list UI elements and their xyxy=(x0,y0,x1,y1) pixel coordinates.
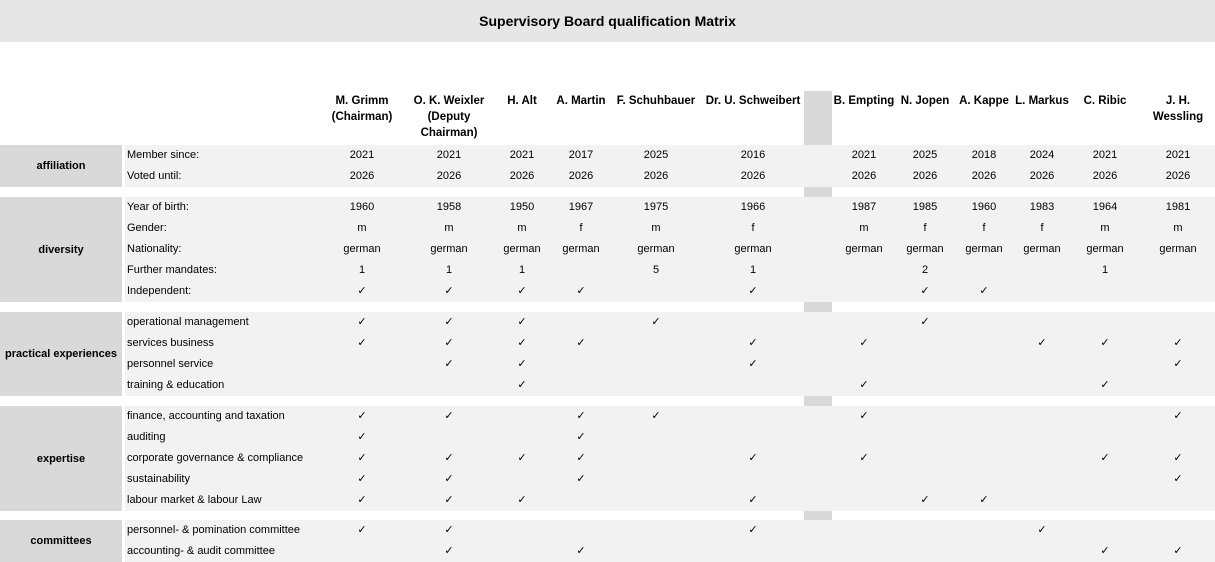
matrix-cell: 1987 xyxy=(851,201,877,213)
check-icon: ✓ xyxy=(517,358,527,370)
check-icon: ✓ xyxy=(576,452,586,464)
check-icon: ✓ xyxy=(748,524,758,536)
check-icon: ✓ xyxy=(1100,379,1110,391)
matrix-cell: 2016 xyxy=(740,149,766,161)
row-label: auditing xyxy=(127,431,166,443)
check-icon: ✓ xyxy=(444,285,454,297)
matrix-cell: 2026 xyxy=(509,170,535,182)
check-icon: ✓ xyxy=(517,379,527,391)
check-icon: ✓ xyxy=(576,545,586,557)
check-icon: ✓ xyxy=(576,431,586,443)
matrix-cell: 2026 xyxy=(971,170,997,182)
check-icon: ✓ xyxy=(748,358,758,370)
section-label: expertise xyxy=(0,406,122,511)
check-icon: ✓ xyxy=(1173,337,1183,349)
check-icon: ✓ xyxy=(357,316,367,328)
check-icon: ✓ xyxy=(1037,337,1047,349)
matrix-cell: 1967 xyxy=(568,201,594,213)
matrix-cell: german xyxy=(965,243,1003,255)
matrix-cell: 1975 xyxy=(643,201,669,213)
check-icon: ✓ xyxy=(1100,337,1110,349)
check-icon: ✓ xyxy=(651,316,661,328)
section-label: diversity xyxy=(0,197,122,302)
matrix-cell: 1960 xyxy=(971,201,997,213)
check-icon: ✓ xyxy=(444,410,454,422)
check-icon: ✓ xyxy=(748,494,758,506)
matrix-cell: 1 xyxy=(1101,264,1109,276)
check-icon: ✓ xyxy=(357,410,367,422)
check-icon: ✓ xyxy=(748,337,758,349)
check-icon: ✓ xyxy=(979,494,989,506)
matrix-cell: f xyxy=(579,222,583,234)
matrix-cell: m xyxy=(357,222,367,234)
row-label: finance, accounting and taxation xyxy=(127,410,285,422)
matrix-cell: 2021 xyxy=(1165,149,1191,161)
matrix-cell: m xyxy=(517,222,527,234)
matrix-cell: german xyxy=(1023,243,1061,255)
matrix-cell: m xyxy=(1173,222,1183,234)
check-icon: ✓ xyxy=(1173,452,1183,464)
matrix-cell: german xyxy=(734,243,772,255)
matrix-cell: german xyxy=(343,243,381,255)
check-icon: ✓ xyxy=(444,337,454,349)
check-icon: ✓ xyxy=(357,452,367,464)
check-icon: ✓ xyxy=(357,431,367,443)
matrix-cell: 2021 xyxy=(1092,149,1118,161)
matrix-cell: 1960 xyxy=(349,201,375,213)
matrix-cell: 2026 xyxy=(436,170,462,182)
row-label: Independent: xyxy=(127,285,192,297)
row-label: accounting- & audit committee xyxy=(127,545,275,557)
check-icon: ✓ xyxy=(1100,452,1110,464)
check-icon: ✓ xyxy=(859,410,869,422)
matrix-cell: 1 xyxy=(358,264,366,276)
member-header: O. K. Weixler (Deputy Chairman) xyxy=(413,95,485,139)
check-icon: ✓ xyxy=(444,545,454,557)
check-icon: ✓ xyxy=(979,285,989,297)
member-header: B. Empting xyxy=(833,95,895,107)
check-icon: ✓ xyxy=(444,524,454,536)
check-icon: ✓ xyxy=(576,410,586,422)
matrix-cell: 1950 xyxy=(509,201,535,213)
check-icon: ✓ xyxy=(920,494,930,506)
matrix-cell: 2026 xyxy=(851,170,877,182)
matrix-cell: german xyxy=(637,243,675,255)
check-icon: ✓ xyxy=(517,494,527,506)
check-icon: ✓ xyxy=(444,494,454,506)
check-icon: ✓ xyxy=(1037,524,1047,536)
check-icon: ✓ xyxy=(859,379,869,391)
matrix-cell: 1985 xyxy=(912,201,938,213)
matrix-cell: 1 xyxy=(749,264,757,276)
check-icon: ✓ xyxy=(859,452,869,464)
member-header: J. H. Wessling xyxy=(1152,95,1204,123)
matrix-cell: 1958 xyxy=(436,201,462,213)
check-icon: ✓ xyxy=(748,452,758,464)
row-label: services business xyxy=(127,337,214,349)
matrix-cell: 1966 xyxy=(740,201,766,213)
row-label: Year of birth: xyxy=(127,201,189,213)
check-icon: ✓ xyxy=(748,285,758,297)
matrix-cell: german xyxy=(503,243,541,255)
check-icon: ✓ xyxy=(1100,545,1110,557)
row-label: sustainability xyxy=(127,473,190,485)
section-label: committees xyxy=(0,520,122,562)
row-label: labour market & labour Law xyxy=(127,494,262,506)
row-label: personnel service xyxy=(127,358,214,370)
member-header: C. Ribic xyxy=(1083,95,1127,107)
check-icon: ✓ xyxy=(859,337,869,349)
matrix-cell: 2021 xyxy=(509,149,535,161)
matrix-cell: german xyxy=(562,243,600,255)
row-label: Nationality: xyxy=(127,243,182,255)
matrix-cell: 2025 xyxy=(912,149,938,161)
row-label: Further mandates: xyxy=(127,264,217,276)
check-icon: ✓ xyxy=(1173,358,1183,370)
matrix-cell: f xyxy=(982,222,986,234)
matrix-cell: 1964 xyxy=(1092,201,1118,213)
matrix-cell: 2024 xyxy=(1029,149,1055,161)
matrix-cell: f xyxy=(1040,222,1044,234)
member-header: H. Alt xyxy=(507,95,537,107)
check-icon: ✓ xyxy=(1173,410,1183,422)
check-icon: ✓ xyxy=(357,285,367,297)
matrix-cell: 2026 xyxy=(1029,170,1055,182)
check-icon: ✓ xyxy=(517,452,527,464)
matrix-cell: f xyxy=(751,222,755,234)
matrix-cell: german xyxy=(430,243,468,255)
member-header: N. Jopen xyxy=(900,95,950,107)
check-icon: ✓ xyxy=(357,494,367,506)
matrix-cell: 2026 xyxy=(912,170,938,182)
matrix-cell: 2021 xyxy=(349,149,375,161)
matrix-cell: 1983 xyxy=(1029,201,1055,213)
check-icon: ✓ xyxy=(651,410,661,422)
matrix-cell: 2026 xyxy=(1092,170,1118,182)
matrix-cell: 2 xyxy=(921,264,929,276)
page-title: Supervisory Board qualification Matrix xyxy=(0,0,1215,42)
member-header: M. Grimm (Chairman) xyxy=(331,95,393,123)
matrix-cell: 2026 xyxy=(1165,170,1191,182)
row-label: Member since: xyxy=(127,149,200,161)
check-icon: ✓ xyxy=(444,473,454,485)
check-icon: ✓ xyxy=(357,337,367,349)
matrix-cell: 1 xyxy=(518,264,526,276)
member-header: A. Martin xyxy=(556,95,606,107)
matrix-cell: m xyxy=(859,222,869,234)
row-label: personnel- & pomination committee xyxy=(127,524,301,536)
matrix-cell: m xyxy=(444,222,454,234)
check-icon: ✓ xyxy=(1173,545,1183,557)
check-icon: ✓ xyxy=(1173,473,1183,485)
member-header: F. Schuhbauer xyxy=(616,95,696,107)
matrix-cell: 2025 xyxy=(643,149,669,161)
check-icon: ✓ xyxy=(444,358,454,370)
section-label: affiliation xyxy=(0,145,122,187)
matrix-cell: 2018 xyxy=(971,149,997,161)
member-header: Dr. U. Schweibert xyxy=(705,95,801,107)
row-label: operational management xyxy=(127,316,249,328)
row-label: Voted until: xyxy=(127,170,182,182)
check-icon: ✓ xyxy=(444,316,454,328)
check-icon: ✓ xyxy=(517,316,527,328)
matrix-cell: german xyxy=(1086,243,1124,255)
matrix-cell: f xyxy=(923,222,927,234)
check-icon: ✓ xyxy=(357,473,367,485)
matrix-cell: 2017 xyxy=(568,149,594,161)
member-header: A. Kappe xyxy=(959,95,1009,107)
check-icon: ✓ xyxy=(576,285,586,297)
matrix-cell: german xyxy=(845,243,883,255)
matrix-cell: 2026 xyxy=(740,170,766,182)
matrix-cell: german xyxy=(1159,243,1197,255)
matrix-cell: 2026 xyxy=(568,170,594,182)
matrix-cell: 1981 xyxy=(1165,201,1191,213)
member-header: L. Markus xyxy=(1015,95,1069,107)
matrix-cell: m xyxy=(651,222,661,234)
row-label: Gender: xyxy=(127,222,167,234)
matrix-cell: 5 xyxy=(652,264,660,276)
check-icon: ✓ xyxy=(444,452,454,464)
matrix-cell: 1 xyxy=(445,264,453,276)
matrix-cell: german xyxy=(906,243,944,255)
matrix-cell: 2021 xyxy=(436,149,462,161)
matrix-cell: 2021 xyxy=(851,149,877,161)
matrix-cell: m xyxy=(1100,222,1110,234)
check-icon: ✓ xyxy=(576,337,586,349)
row-label: training & education xyxy=(127,379,225,391)
check-icon: ✓ xyxy=(920,285,930,297)
check-icon: ✓ xyxy=(576,473,586,485)
matrix-cell: 2026 xyxy=(643,170,669,182)
matrix-cell: 2026 xyxy=(349,170,375,182)
row-label: corporate governance & compliance xyxy=(127,452,304,464)
check-icon: ✓ xyxy=(517,285,527,297)
check-icon: ✓ xyxy=(357,524,367,536)
check-icon: ✓ xyxy=(920,316,930,328)
check-icon: ✓ xyxy=(517,337,527,349)
section-label: practical experiences xyxy=(0,312,122,396)
